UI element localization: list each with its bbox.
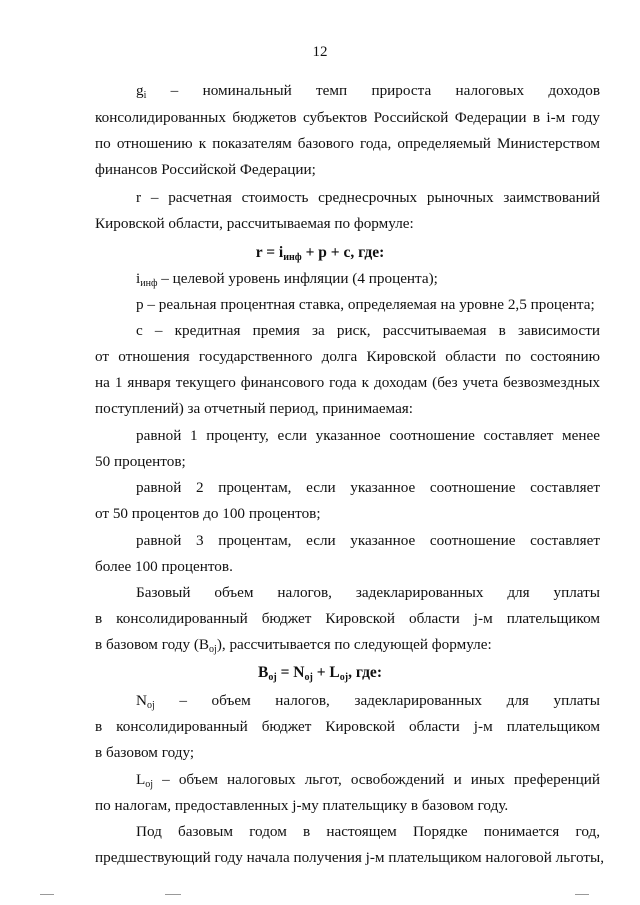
text-line <box>136 584 600 602</box>
text-segment: p – реальная процентная ставка, определяемая на уровне 2,5 процента; <box>136 296 595 313</box>
text-segment: Базовый объем налогов, задекларированных для уплаты <box>136 584 600 601</box>
text-line <box>95 636 600 659</box>
text-segment: r = i <box>255 244 284 261</box>
text-segment: Под базовым годом в настоящем Порядке понимается год, <box>136 823 600 840</box>
text-line <box>95 215 600 233</box>
subscript: oj <box>339 672 349 683</box>
text-line <box>136 532 600 550</box>
text-line <box>95 849 605 867</box>
text-segment: + L <box>312 664 340 681</box>
text-line <box>95 505 600 523</box>
formula-b <box>0 664 640 687</box>
scan-artifact <box>165 894 181 895</box>
text-segment: в базовом году (B <box>95 636 210 653</box>
text-segment: – номинальный темп прироста налоговых доходов <box>146 82 600 99</box>
text-segment: + p + c, где: <box>301 244 385 261</box>
text-line <box>136 823 600 841</box>
text-segment: g <box>136 82 144 99</box>
text-segment: – объем налогов, задекларированных для уплаты <box>154 692 600 709</box>
text-segment: – целевой уровень инфляции (4 процента); <box>157 270 438 287</box>
text-line <box>95 135 600 153</box>
text-line <box>95 400 600 418</box>
text-line <box>95 797 600 815</box>
line-c-def <box>136 322 600 340</box>
subscript: oj <box>268 672 277 683</box>
text-line <box>95 161 600 179</box>
text-segment: равной 2 процентам, если указанное соотношение составляет <box>136 479 600 496</box>
line-p-def <box>136 296 600 314</box>
text-line <box>136 427 600 445</box>
text-segment: в консолидированный бюджет Кировской области j-м плательщиком <box>95 718 600 735</box>
text-line <box>95 348 600 366</box>
page-number: 12 <box>312 44 328 60</box>
text-segment: N <box>136 692 147 709</box>
text-segment: L <box>136 771 146 788</box>
text-segment: i <box>136 270 141 287</box>
subscript: oj <box>146 700 155 711</box>
text-line <box>95 109 600 127</box>
line-r-def <box>136 189 600 207</box>
text-segment: ), рассчитывается по следующей формуле: <box>216 636 492 653</box>
text-line <box>95 558 600 576</box>
text-segment: консолидированных бюджетов субъектов Российской Федерации в i-м году <box>95 109 600 126</box>
text-segment: по налогам, предоставленных j-му плательщику в базовом году. <box>95 797 509 814</box>
line-n-def <box>136 692 600 715</box>
text-line <box>95 374 600 392</box>
line-g <box>136 82 600 105</box>
subscript: oj <box>304 672 313 683</box>
line-i-def <box>136 270 600 293</box>
text-segment: r – расчетная стоимость среднесрочных рыночных заимствований <box>136 189 600 206</box>
text-segment: равной 3 процентам, если указанное соотношение составляет <box>136 532 600 549</box>
text-segment: Кировской области, рассчитываемая по формуле: <box>95 215 414 232</box>
text-segment: от 50 процентов до 100 процентов; <box>95 505 321 522</box>
text-segment: поступлений) за отчетный период, принимаемая: <box>95 400 414 417</box>
text-segment: предшествующий году начала получения j-м плательщиком налоговой льготы, <box>95 849 605 866</box>
scan-artifact <box>575 894 589 895</box>
text-segment: , где: <box>348 664 382 681</box>
subscript: инф <box>283 252 302 263</box>
text-line <box>95 744 600 762</box>
subscript: i <box>143 90 147 101</box>
text-segment: 50 процентов; <box>95 453 186 470</box>
text-segment: – объем налоговых льгот, освобождений и иных преференций <box>153 771 600 788</box>
formula-r <box>0 244 640 267</box>
text-segment: равной 1 проценту, если указанное соотношение составляет менее <box>136 427 600 444</box>
line-l-def <box>136 771 600 794</box>
text-segment: в консолидированный бюджет Кировской области j-м плательщиком <box>95 610 600 627</box>
text-line <box>95 453 600 471</box>
scan-artifact <box>40 894 54 895</box>
text-line <box>95 718 600 736</box>
text-segment: финансов Российской Федерации; <box>95 161 316 178</box>
text-line <box>95 610 600 628</box>
text-segment: c – кредитная премия за риск, рассчитываемая в зависимости <box>136 322 600 339</box>
text-segment: от отношения государственного долга Кировской области по состоянию <box>95 348 600 365</box>
text-segment: по отношению к показателям базового года, определяемый Министерством <box>95 135 600 152</box>
text-segment: = N <box>276 664 305 681</box>
text-line <box>136 479 600 497</box>
subscript: oj <box>145 779 154 790</box>
text-segment: на 1 января текущего финансового года к доходам (без учета безвозмездных <box>95 374 600 391</box>
subscript: инф <box>140 278 158 289</box>
subscript: oj <box>209 644 217 655</box>
text-segment: в базовом году; <box>95 744 195 761</box>
text-segment: более 100 процентов. <box>95 558 233 575</box>
text-segment: B <box>258 664 269 681</box>
